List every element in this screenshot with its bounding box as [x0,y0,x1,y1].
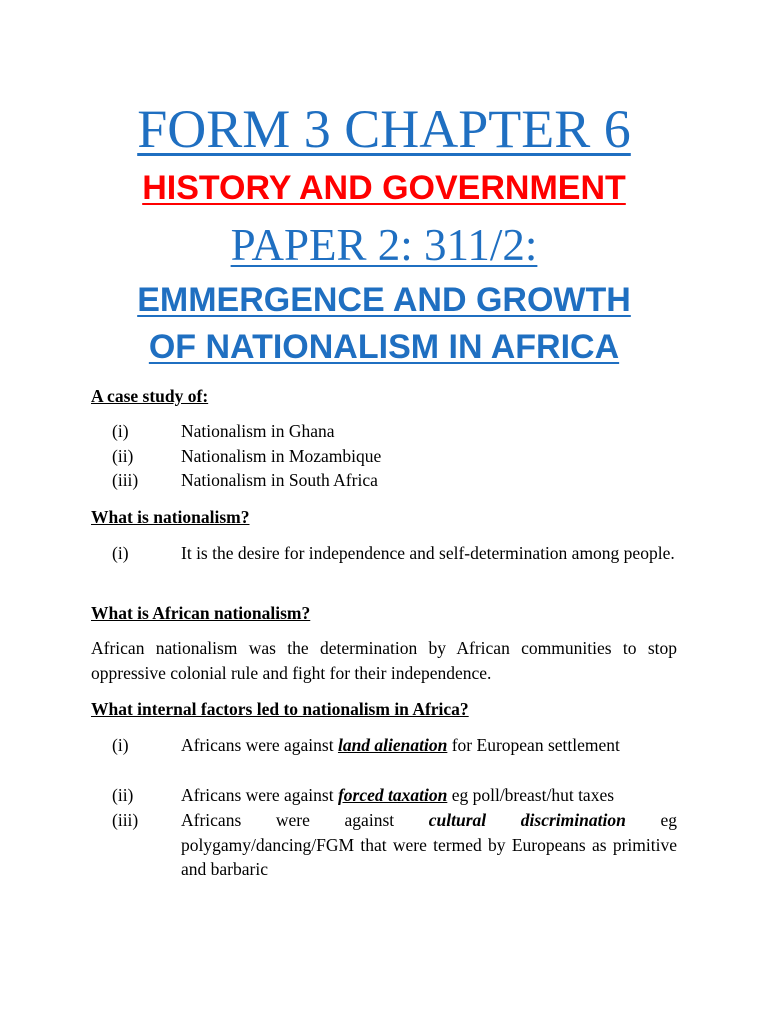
list-item-text: Nationalism in Mozambique [181,445,382,466]
african-nationalism-heading: What is African nationalism? [91,603,311,623]
list-item-text [181,783,677,808]
list-item-pre: Africans were against [181,810,395,830]
list-item-pre: Africans were against [181,735,334,755]
list-item [91,733,677,758]
list-item-number: (iii) [112,470,139,490]
list-item [91,419,677,444]
african-nationalism-paragraph: African nationalism was the determination by African communities to stop oppressive colonial rule and fight for their independence. [91,638,677,683]
list-item-text [181,808,677,882]
list-item-number: (i) [112,543,129,563]
topic-title-line1: EMMERGENCE AND GROWTH [137,281,631,319]
case-study-heading: A case study of: [91,386,209,406]
list-item-number: (iii) [112,810,139,830]
list-item-text [181,733,677,758]
list-item-number: (ii) [112,785,134,805]
topic-title-line2: OF NATIONALISM IN AFRICA [148,328,620,366]
list-item-text: Nationalism in Ghana [181,421,335,441]
list-item [91,808,677,882]
list-item [91,468,677,493]
key-term: forced taxation [337,785,448,805]
list-item [91,444,677,469]
list-item-post: eg polygamy/dancing/FGM that were termed by Europeans as primitive and barbaric [181,810,678,879]
key-term: cultural discrimination [428,810,626,830]
list-item-post: eg poll/breast/hut taxes [451,785,615,805]
list-item-post: for European settlement [451,735,620,755]
list-item [91,783,677,808]
subject-title: HISTORY AND GOVERNMENT [142,169,626,207]
list-item-pre: Africans were against [181,785,334,805]
nationalism-heading: What is nationalism? [91,507,250,527]
list-item-text: It is the desire for independence and self-determination among people. [181,543,675,563]
form-chapter-title: FORM 3 CHAPTER 6 [137,99,631,159]
internal-factors-heading: What internal factors led to nationalism in Africa? [91,699,469,719]
list-item-number: (i) [112,421,129,441]
paper-title: PAPER 2: 311/2: [230,220,538,270]
list-item [91,541,677,566]
key-term: land alienation [337,735,448,755]
list-item-number: (ii) [112,445,134,466]
list-item-text: Nationalism in South Africa [181,470,378,490]
list-item-number: (i) [112,735,129,755]
topic-title [0,277,768,371]
